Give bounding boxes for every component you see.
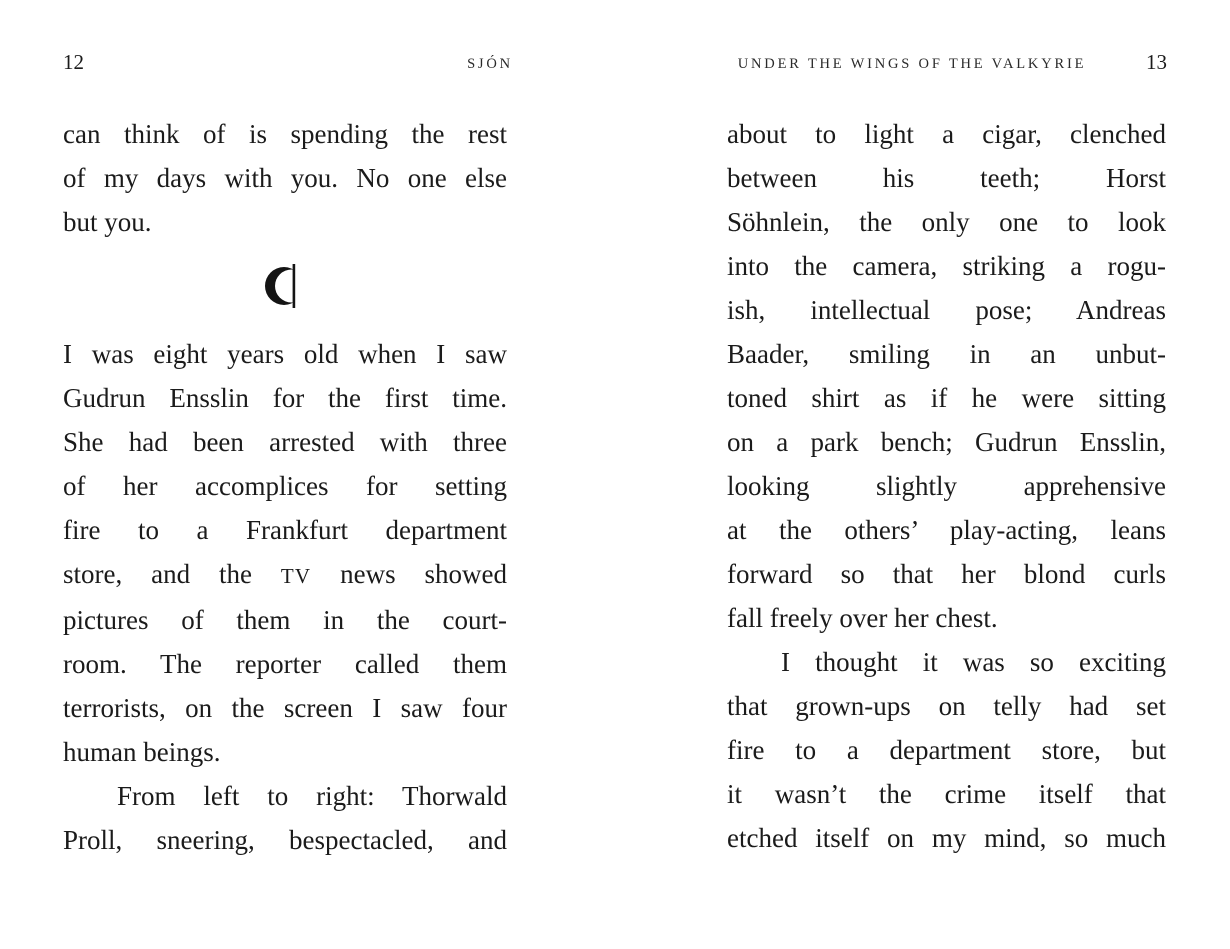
paragraph [727, 112, 1166, 640]
text-line: of her accomplices for setting [63, 471, 507, 501]
text-line: I was eight years old when I saw [63, 339, 507, 369]
left-page-number: 12 [63, 50, 84, 74]
text-line-with-smallcaps [63, 552, 507, 598]
text-line: fire to a department store, but [727, 735, 1166, 765]
text-line: at the others’ play-acting, leans [727, 515, 1166, 545]
paragraph [727, 640, 1166, 860]
text-line: forward so that her blond curls [727, 559, 1166, 589]
text-line: it wasn’t the crime itself that [727, 779, 1166, 809]
text-line: on a park bench; Gudrun Ensslin, [727, 427, 1166, 457]
text-line: etched itself on my mind, so much [727, 823, 1166, 853]
smallcaps-tv: TV [280, 564, 312, 588]
text-line: can think of is spending the rest [63, 119, 507, 149]
right-running-head: UNDER THE WINGS OF THE VALKYRIE [737, 56, 1087, 72]
text-line: fire to a Frankfurt department [63, 515, 507, 545]
text-line: pictures of them in the court- [63, 605, 507, 635]
text-line: Proll, sneering, bespectacled, and [63, 825, 507, 855]
left-text-block [63, 112, 507, 862]
text-line: From left to right: Thorwald [117, 781, 507, 811]
text-line: Baader, smiling in an unbut- [727, 339, 1166, 369]
text-segment: news showed [311, 559, 508, 589]
text-line: Söhnlein, the only one to look [727, 207, 1166, 237]
text-line: She had been arrested with three [63, 427, 507, 457]
text-line: human beings. [63, 737, 221, 767]
moon-ornament-icon [265, 262, 305, 315]
text-line: terrorists, on the screen I saw four [63, 693, 507, 723]
text-line: I thought it was so exciting [781, 647, 1166, 677]
paragraph [63, 332, 507, 774]
text-line: but you. [63, 207, 152, 237]
text-line: ish, intellectual pose; Andreas [727, 295, 1166, 325]
text-line: about to light a cigar, clenched [727, 119, 1166, 149]
right-page [615, 0, 1230, 949]
text-line: toned shirt as if he were sitting [727, 383, 1166, 413]
right-page-number: 13 [1146, 50, 1167, 74]
text-line: Gudrun Ensslin for the first time. [63, 383, 507, 413]
section-break [63, 244, 507, 332]
right-text-block [727, 112, 1166, 860]
paragraph [63, 112, 507, 244]
text-line: between his teeth; Horst [727, 163, 1166, 193]
text-line: looking slightly apprehensive [727, 471, 1166, 501]
text-line: that grown-ups on telly had set [727, 691, 1166, 721]
left-running-head: SJÓN [467, 56, 513, 72]
text-line: room. The reporter called them [63, 649, 507, 679]
text-line: into the camera, striking a rogu- [727, 251, 1166, 281]
text-line: of my days with you. No one else [63, 163, 507, 193]
text-segment: store, and the [63, 559, 281, 589]
text-line: fall freely over her chest. [727, 603, 998, 633]
paragraph [63, 774, 507, 862]
